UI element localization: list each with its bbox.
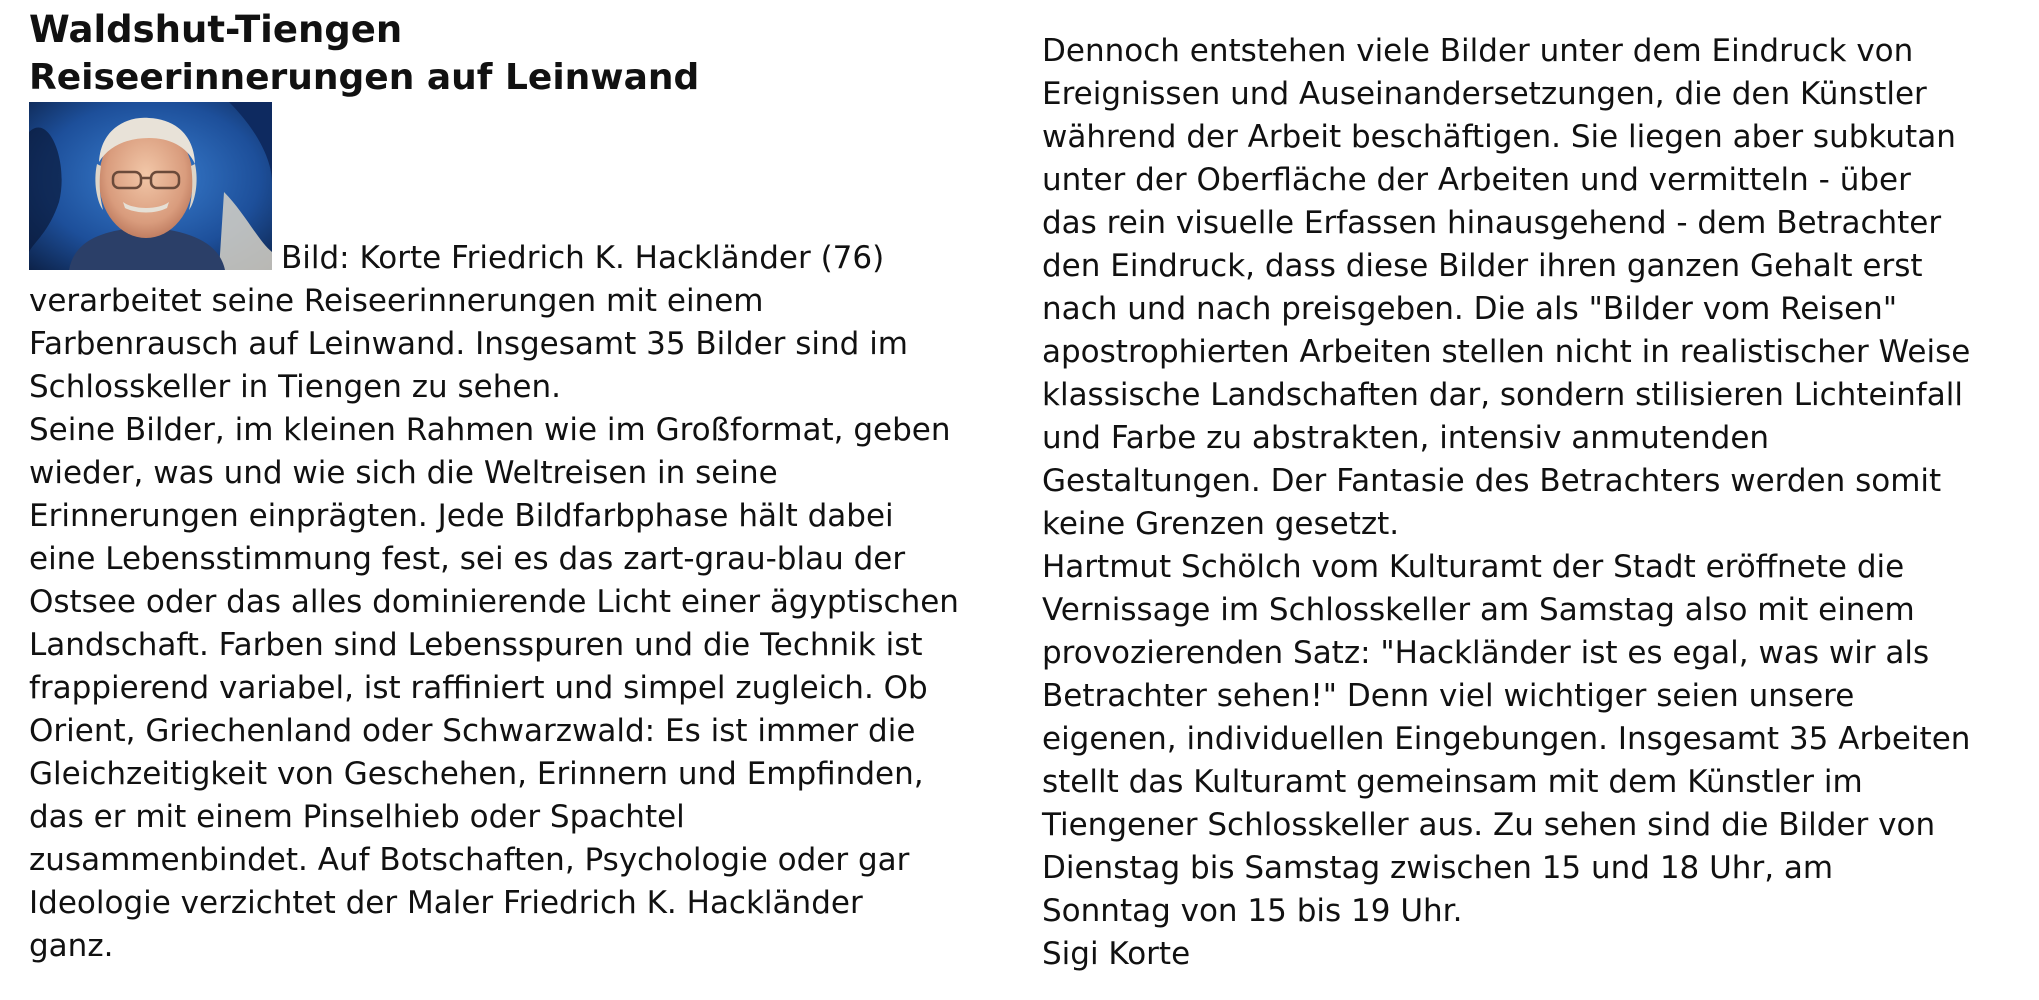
text-line: Schlosskeller in Tiengen zu sehen. xyxy=(29,369,561,405)
text-line: während der Arbeit beschäftigen. Sie liegen aber subkutan xyxy=(1042,119,1956,155)
portrait-icon xyxy=(29,102,272,270)
right-body-text xyxy=(1042,30,2032,976)
text-line: frappierend variabel, ist raffiniert und simpel zugleich. Ob xyxy=(29,670,928,706)
text-line: Sonntag von 15 bis 19 Uhr. xyxy=(1042,893,1463,929)
text-line: Ostsee oder das alles dominierende Licht einer ägyptischen xyxy=(29,584,959,620)
photo-caption-row xyxy=(29,102,1019,276)
text-line: Ideologie verzichtet der Maler Friedrich K. Hackländer xyxy=(29,885,863,921)
left-column xyxy=(29,6,1019,968)
text-line: und Farbe zu abstrakten, intensiv anmutenden xyxy=(1042,420,1770,456)
text-line: klassische Landschaften dar, sondern stilisieren Lichteinfall xyxy=(1042,377,1963,413)
text-line: Landschaft. Farben sind Lebensspuren und die Technik ist xyxy=(29,627,923,663)
article-location: Waldshut-Tiengen xyxy=(29,8,403,51)
text-line: stellt das Kulturamt gemeinsam mit dem Künstler im xyxy=(1042,764,1863,800)
text-line: Farbenrausch auf Leinwand. Insgesamt 35 Bilder sind im xyxy=(29,326,909,362)
left-body-text xyxy=(29,280,1019,968)
text-line: das rein visuelle Erfassen hinausgehend - dem Betrachter xyxy=(1042,205,1942,241)
text-line: Orient, Griechenland oder Schwarzwald: Es ist immer die xyxy=(29,713,916,749)
text-line: Betrachter sehen!" Denn viel wichtiger seien unsere xyxy=(1042,678,1855,714)
text-line: den Eindruck, dass diese Bilder ihren ganzen Gehalt erst xyxy=(1042,248,1923,284)
text-line: apostrophierten Arbeiten stellen nicht in realistischer Weise xyxy=(1042,334,1971,370)
text-line: eigenen, individuellen Eingebungen. Insgesamt 35 Arbeiten xyxy=(1042,721,1971,757)
article-headline: Reiseerinnerungen auf Leinwand xyxy=(29,57,700,98)
text-line: eine Lebensstimmung fest, sei es das zart-grau-blau der xyxy=(29,541,906,577)
text-line: nach und nach preisgeben. Die als "Bilder vom Reisen" xyxy=(1042,291,1898,327)
text-line: Hartmut Schölch vom Kulturamt der Stadt eröffnete die xyxy=(1042,549,1905,585)
text-line: Ereignissen und Auseinandersetzungen, die den Künstler xyxy=(1042,76,1927,112)
text-line: Gleichzeitigkeit von Geschehen, Erinnern und Empfinden, xyxy=(29,756,924,792)
author-byline: Sigi Korte xyxy=(1042,936,1191,972)
text-line: unter der Oberfläche der Arbeiten und vermitteln - über xyxy=(1042,162,1911,198)
text-line: wieder, was und wie sich die Weltreisen in seine xyxy=(29,455,778,491)
text-line: verarbeitet seine Reiseerinnerungen mit einem xyxy=(29,283,764,319)
text-line: Dienstag bis Samstag zwischen 15 und 18 Uhr, am xyxy=(1042,850,1834,886)
text-line: Tiengener Schlosskeller aus. Zu sehen sind die Bilder von xyxy=(1042,807,1936,843)
right-column xyxy=(1042,30,2032,976)
text-line: Vernissage im Schlosskeller am Samstag also mit einem xyxy=(1042,592,1915,628)
text-line: Erinnerungen einprägten. Jede Bildfarbphase hält dabei xyxy=(29,498,894,534)
photo-caption: Bild: Korte Friedrich K. Hackländer (76) xyxy=(281,240,885,276)
text-line: das er mit einem Pinselhieb oder Spachtel xyxy=(29,799,685,835)
text-line: Dennoch entstehen viele Bilder unter dem Eindruck von xyxy=(1042,33,1914,69)
text-line: provozierenden Satz: "Hackländer ist es egal, was wir als xyxy=(1042,635,1930,671)
text-line: Seine Bilder, im kleinen Rahmen wie im Großformat, geben xyxy=(29,412,951,448)
text-line: Gestaltungen. Der Fantasie des Betrachters werden somit xyxy=(1042,463,1942,499)
text-line: ganz. xyxy=(29,928,114,964)
text-line: zusammenbindet. Auf Botschaften, Psychologie oder gar xyxy=(29,842,910,878)
portrait-photo xyxy=(29,102,272,270)
text-line: keine Grenzen gesetzt. xyxy=(1042,506,1400,542)
